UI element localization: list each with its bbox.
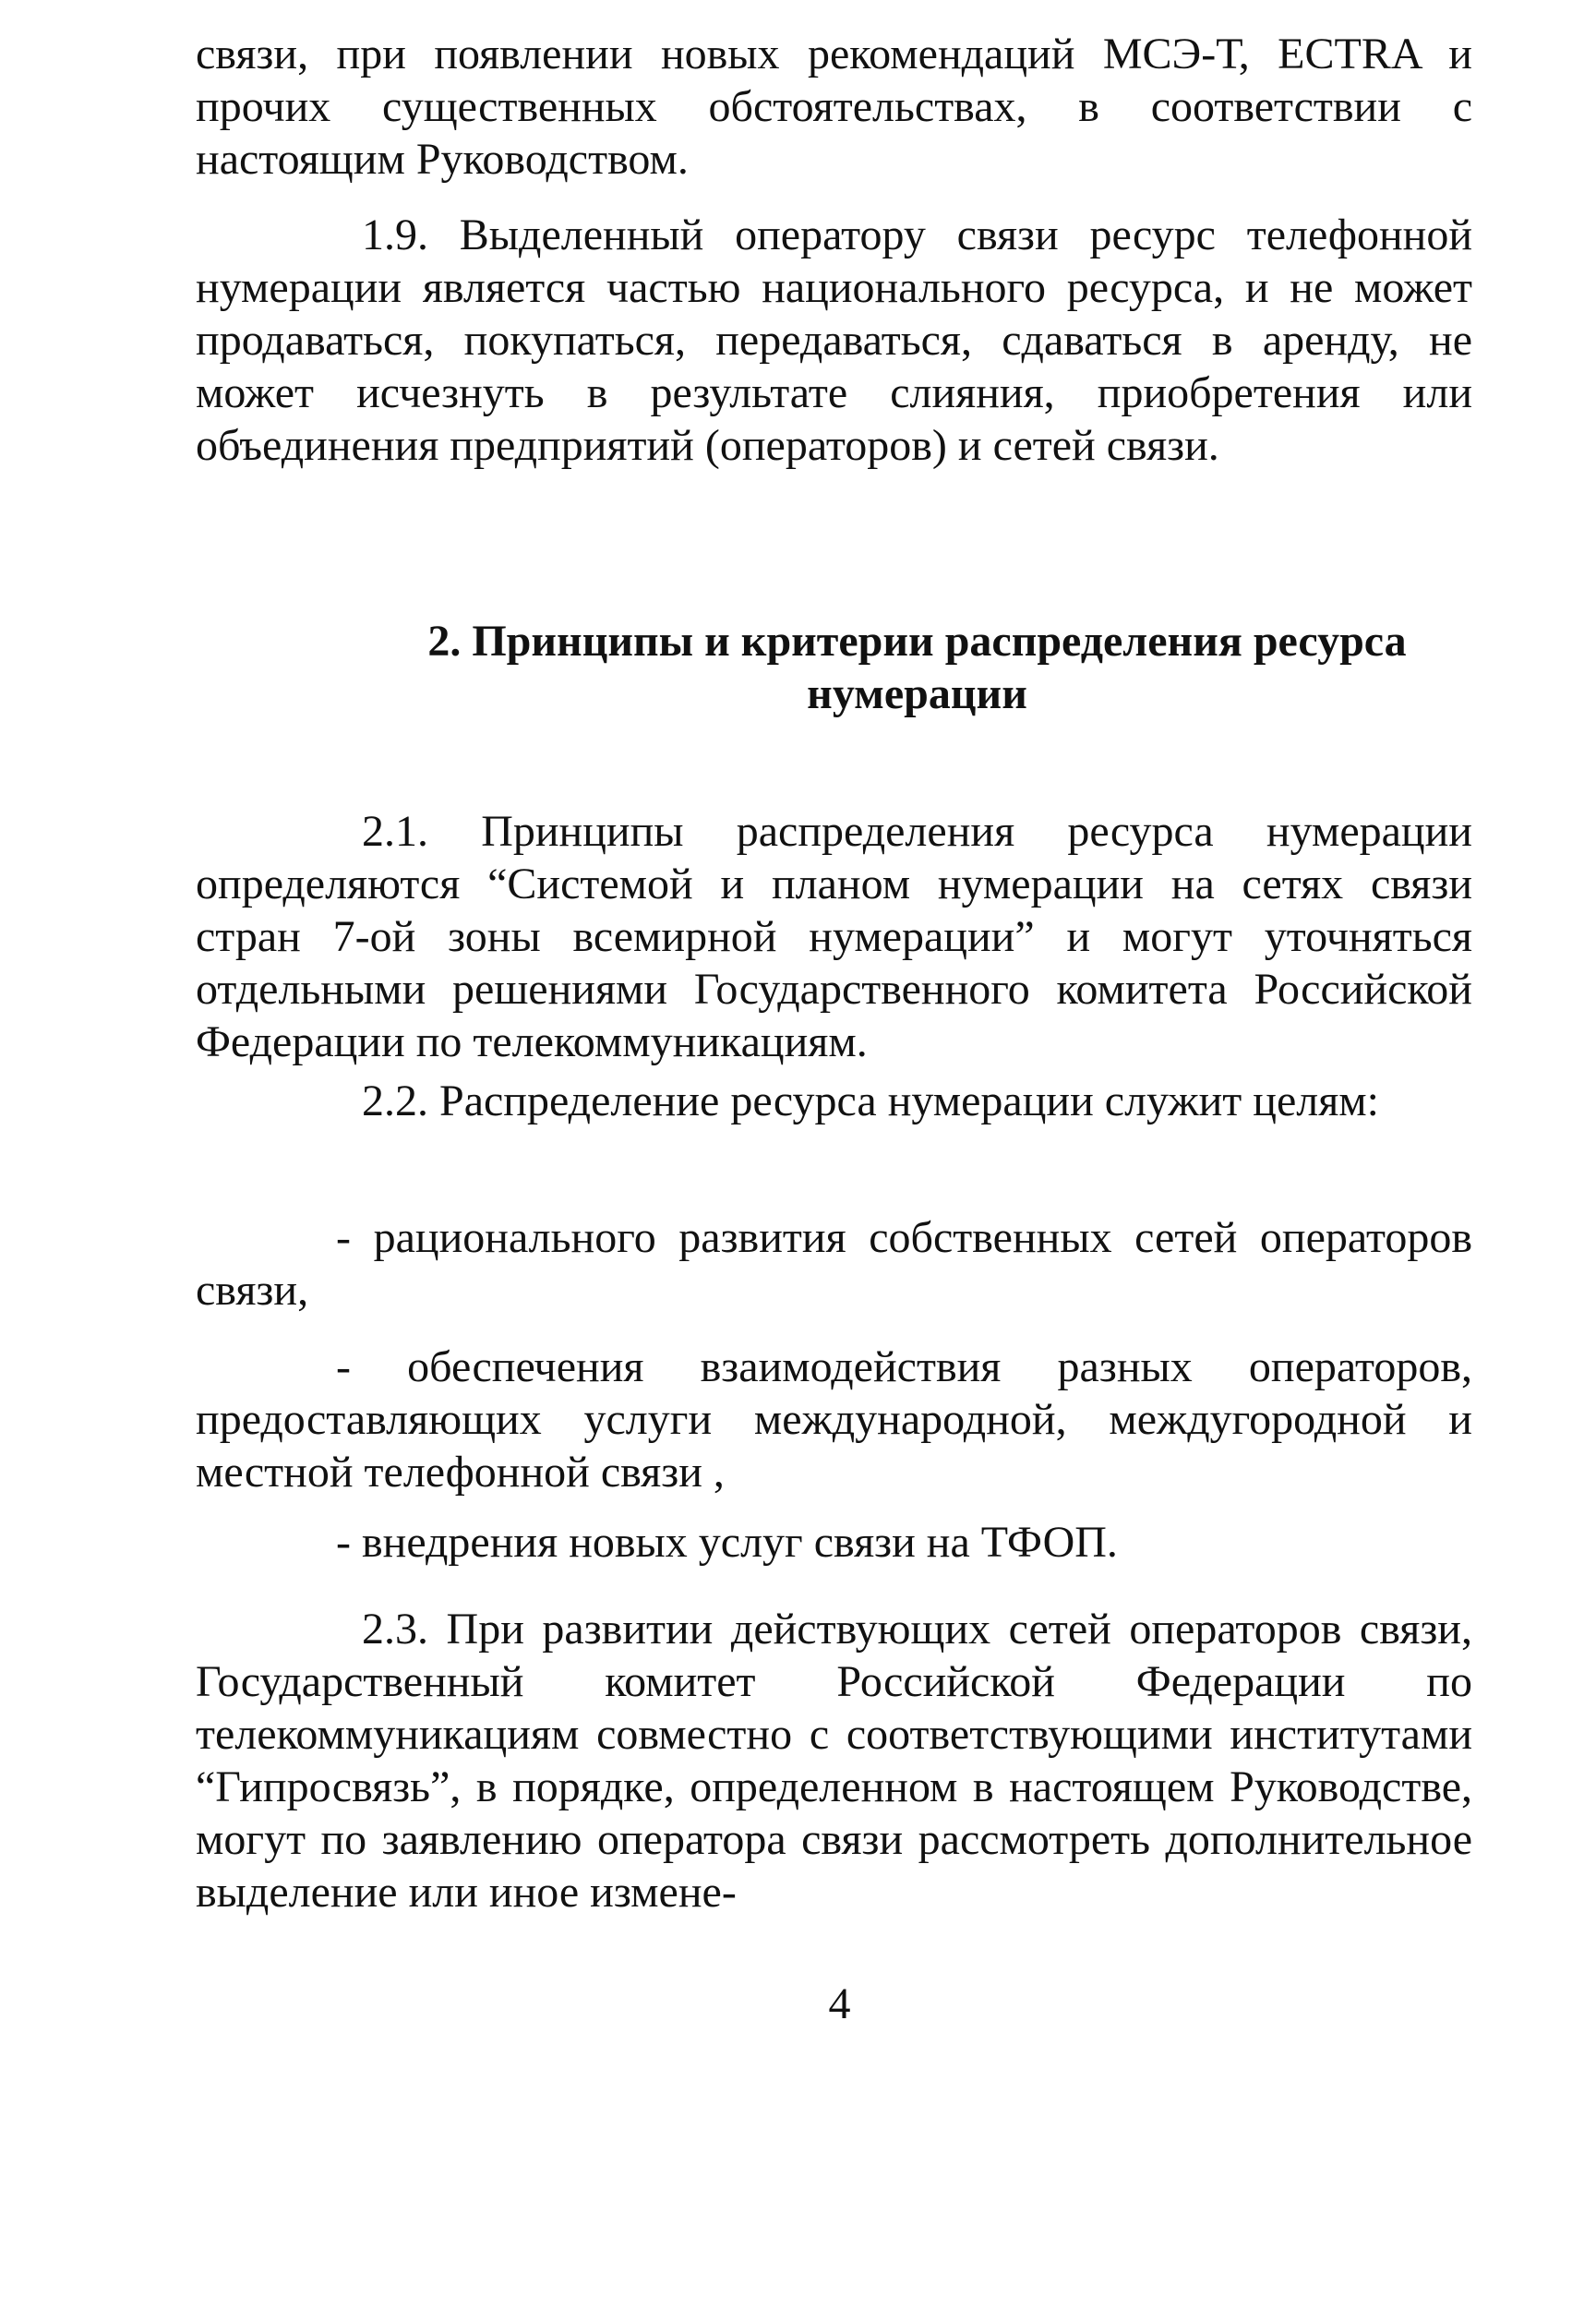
- section-2-2-block: [196, 1075, 1472, 1127]
- paragraph-2-1: 2.1. Принципы распределения ресурса нумерации определяются “Системой и планом нумерации на сетях связи стран 7-ой зоны всемирной нумерации” и могут уточняться отдельными решениями Государственного комитета Российской Федерации по телекоммуникациям.: [196, 807, 1472, 1066]
- paragraph-2-3: 2.3. При развитии действующих сетей операторов связи, Государственный комитет Российской Федерации по телекоммуникациям совместно с соответствующими институтами “Гипросвязь”, в порядке, определенном в настоящем Руководстве, могут по заявлению оператора связи рассмотреть дополнительное выделение или иное измене-: [196, 1605, 1472, 1917]
- paragraph-2-2: 2.2. Распределение ресурса нумерации служит целям:: [362, 1076, 1379, 1125]
- list-item: - внедрения новых услуг связи на ТФОП.: [336, 1518, 1118, 1567]
- continuation-paragraph: связи, при появлении новых рекомендаций МСЭ-Т, ECTRA и прочих существенных обстоятельствах, в соответствии с настоящим Руководством.: [196, 30, 1472, 184]
- paragraph-1-9: 1.9. Выделенный оператору связи ресурс телефонной нумерации является частью национального ресурса, и не может продаваться, покупаться, передаваться, сдаваться в аренду, не может исчезнуть в результате слияния, приобретения или объединения предприятий (операторов) и сетей связи.: [196, 210, 1472, 470]
- list-item-block: [196, 1211, 1472, 1317]
- section-heading: 2. Принципы и критерии распределения ресурса нумерации: [427, 617, 1407, 718]
- section-1-9-block: [196, 209, 1472, 472]
- section-2-3-block: [196, 1603, 1472, 1918]
- list-item-block: [196, 1341, 1472, 1498]
- list-item: - обеспечения взаимодействия разных операторов, предоставляющих услуги международной, междугородной и местной телефонной связи ,: [196, 1342, 1472, 1497]
- continuation-block: [196, 28, 1472, 186]
- list-item-block: [196, 1516, 1472, 1569]
- section-2-body: [196, 805, 1472, 1068]
- page-number: 4: [828, 1979, 851, 2028]
- list-item: - рационального развития собственных сетей операторов связи,: [196, 1213, 1472, 1315]
